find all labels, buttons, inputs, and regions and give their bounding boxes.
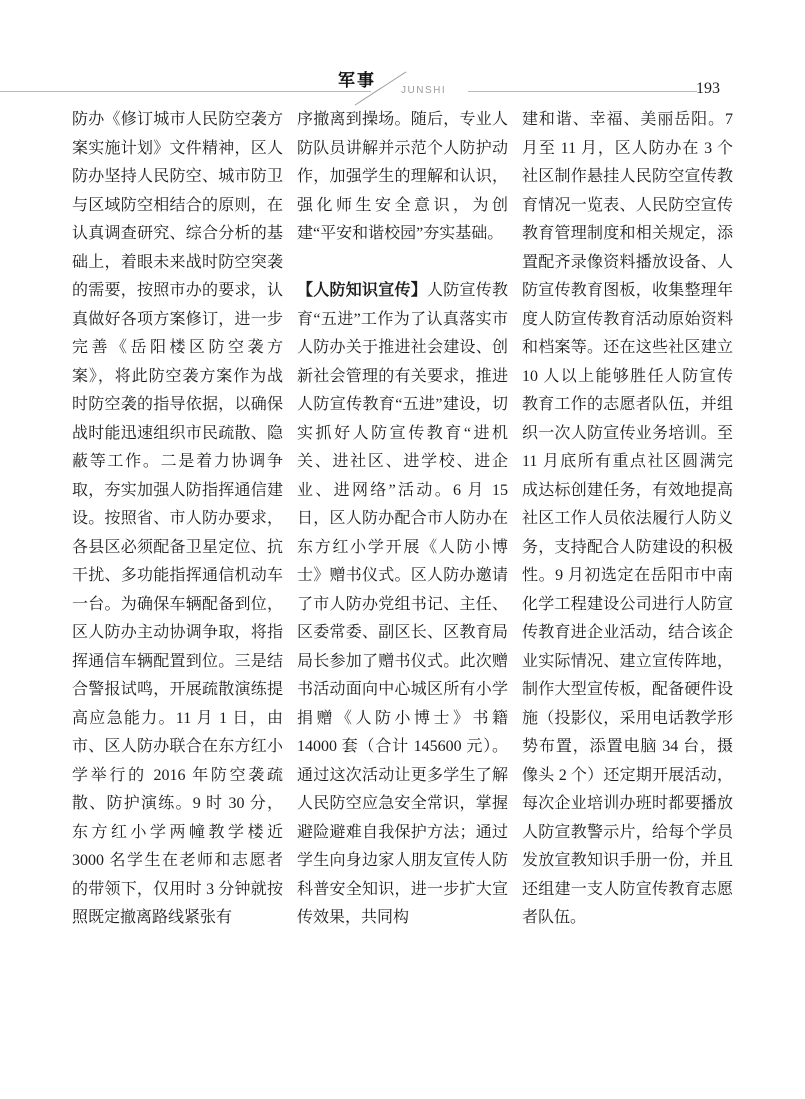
article-columns [72, 106, 733, 933]
text-column-3 [522, 106, 733, 933]
paragraph-text: 防办《修订城市人民防空袭方案实施计划》文件精神，区人防办坚持人民防空、城市防卫与区域防空相结合的原则，在认真调查研究、综合分析的基础上，着眼未来战时防空突袭的需要，按照市办的要求，认真做好各项方案修订，进一步完善《岳阳楼区防空袭方案》，将此防空袭方案作为战时防空袭的指导依据，以确保战时能迅速组织市民疏散、隐蔽等工作。二是着力协调争取，夯实加强人防指挥通信建设。按照省、市人防办要求，各县区必须配备卫星定位、抗干扰、多功能指挥通信机动车一台。为确保车辆配备到位，区人防办主动协调争取，将指挥通信车辆配置到位。三是结合警报试鸣，开展疏散演练提高应急能力。11 月 1 日，由市、区人防办联合在东方红小学举行的 2016 年防空袭疏散、防护演练。9 时 30 分，东方红小学两幢教学楼近 3000 名学生在老师和志愿者的带领下，仅用时 3 分钟就按照既定撤离路线紧张有 [72, 111, 283, 926]
entry-heading: 【人防知识宣传】 [297, 282, 427, 299]
paragraph [297, 277, 508, 933]
header-rule-left [0, 91, 371, 92]
paragraph [72, 106, 283, 933]
paragraph-text: 建和谐、幸福、美丽岳阳。7 月至 11 月，区人防办在 3 个社区制作悬挂人民防空宣传教育情况一览表、人民防空宣传教育管理制度和相关规定，添置配齐录像资料播放设备、人防宣传教育图板，收集整理年度人防宣传教育活动原始资料和档案等。还在这些社区建立 10 人以上能够胜任人防宣传教育工作的志愿者队伍，并组织一次人防宣传业务培训。至 11 月底所有重点社区圆满完成达标创建任务，有效地提高社区工作人员依法履行人防义务，支持配合人防建设的积极性。9 月初选定在岳阳市中南化学工程建设公司进行人防宣传教育进企业活动，结合该企业实际情况、建立宣传阵地，制作大型宣传板，配备硬件设施（投影仪，采用电话教学形势布置，添置电脑 34 台，摄像头 2 个）还定期开展活动，每次企业培训办班时都要播放人防宣教警示片，给每个学员发放宣教知识手册一份，并且还组建一支人防宣传教育志愿者队伍。 [522, 111, 733, 926]
section-title: 军事 [338, 71, 376, 90]
paragraph-text: 序撤离到操场。随后，专业人防队员讲解并示范个人防护动作，加强学生的理解和认识，强化师生安全意识，为创建“平安和谐校园”夯实基础。 [297, 111, 508, 242]
paragraph-text: 人防宣传教育“五进”工作为了认真落实市人防办关于推进社会建设、创新社会管理的有关要求，推进人防宣传教育“五进”建设，切实抓好人防宣传教育“进机关、进社区、进学校、进企业、进网络”活动。6 月 15 日，区人防办配合市人防办在东方红小学开展《人防小博士》赠书仪式。区人防办邀请了市人防办党组书记、主任、区委常委、副区长、区教育局局长参加了赠书仪式。此次赠书活动面向中心城区所有小学捐赠《人防小博士》书籍 14000 套（合计 145600 元）。通过这次活动让更多学生了解人民防空应急安全常识，掌握避险避难自我保护方法；通过学生向身边家人朋友宣传人防科普安全知识，进一步扩大宣传效果，共同构 [297, 282, 508, 926]
header-rule-right [468, 91, 697, 92]
section-subtitle: JUNSHI [401, 85, 447, 96]
text-column-1 [72, 106, 283, 933]
text-column-2 [297, 106, 508, 933]
page-number: 193 [696, 80, 720, 97]
paragraph [297, 106, 508, 249]
paragraph [522, 106, 733, 933]
